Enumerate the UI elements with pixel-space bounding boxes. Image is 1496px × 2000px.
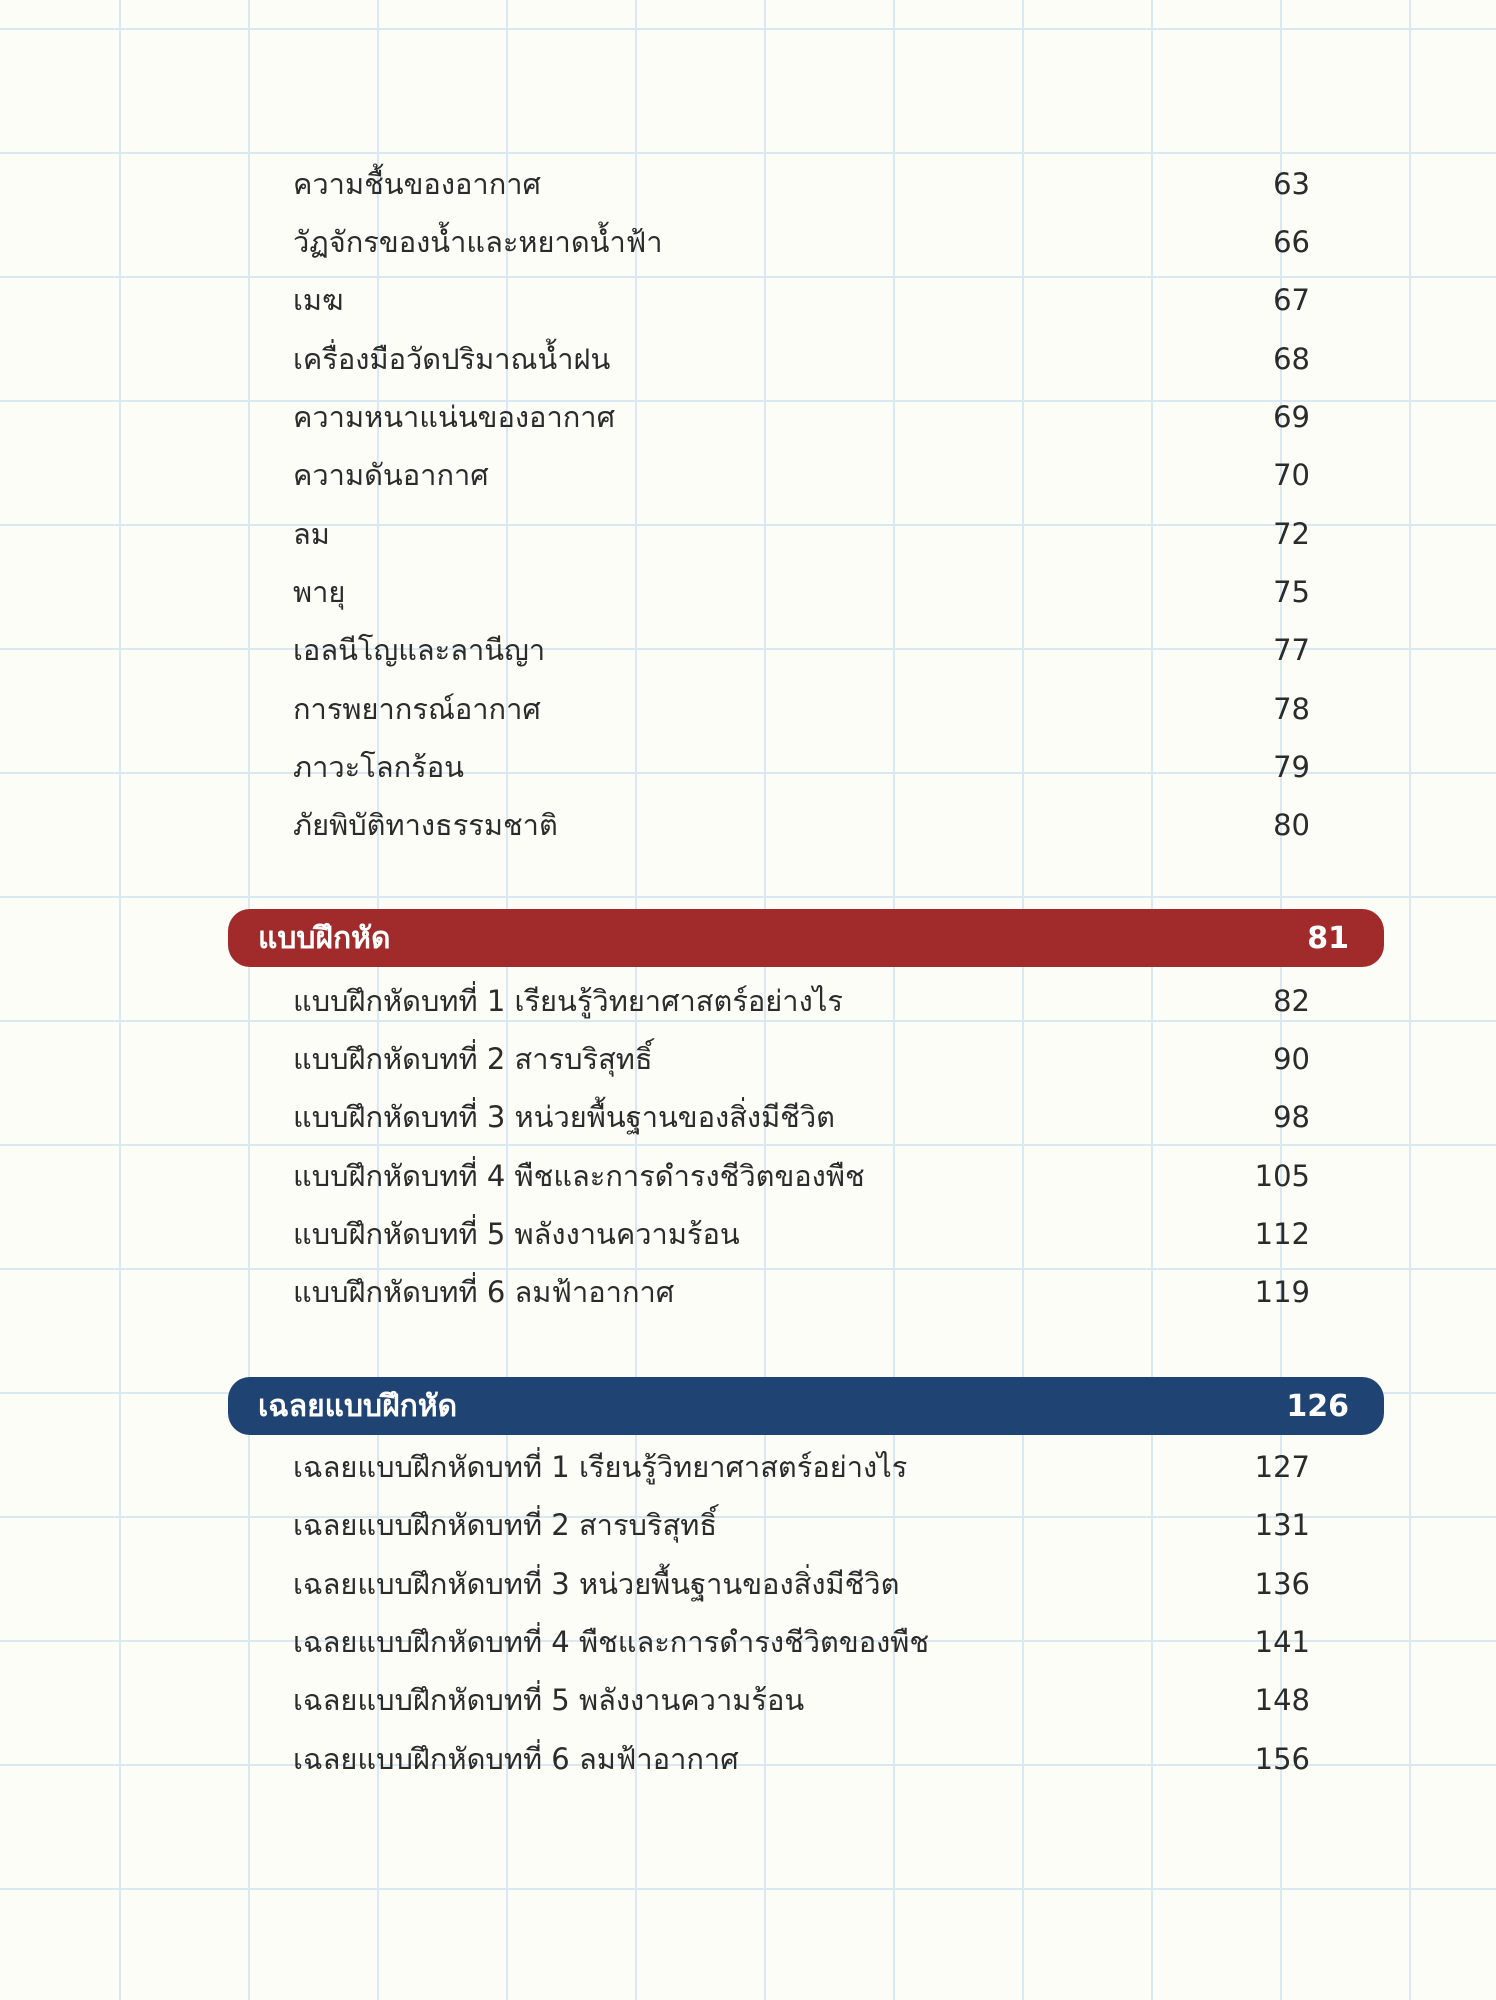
toc-entry[interactable] xyxy=(293,738,1310,796)
toc-entry-title: เฉลยแบบฝึกหัดบทที่ 3 หน่วยพื้นฐานของสิ่งมีชีวิต xyxy=(293,1567,900,1601)
toc-entry-page: 156 xyxy=(1254,1742,1310,1776)
answer-entry[interactable] xyxy=(293,1438,1310,1496)
toc-entry-page: 105 xyxy=(1254,1159,1310,1193)
toc-entry-title: ภาวะโลกร้อน xyxy=(293,750,464,784)
toc-entry-title: เมฆ xyxy=(293,283,344,317)
toc-entry-page: 70 xyxy=(1273,458,1310,492)
toc-entry[interactable] xyxy=(293,155,1310,213)
toc-entry-title: เฉลยแบบฝึกหัดบทที่ 2 สารบริสุทธิ์ xyxy=(293,1508,718,1542)
answer-section-header[interactable] xyxy=(228,1377,1384,1435)
answer-entry[interactable] xyxy=(293,1671,1310,1729)
toc-entry-page: 82 xyxy=(1273,984,1310,1018)
answer-entry[interactable] xyxy=(293,1555,1310,1613)
toc-entry[interactable] xyxy=(293,213,1310,271)
toc-entry-page: 131 xyxy=(1254,1508,1310,1542)
section-title: เฉลยแบบฝึกหัด xyxy=(258,1388,458,1424)
toc-entry-page: 69 xyxy=(1273,400,1310,434)
toc-entry-title: ความหนาแน่นของอากาศ xyxy=(293,400,616,434)
toc-entry[interactable] xyxy=(293,446,1310,504)
section-page: 126 xyxy=(1286,1388,1349,1424)
toc-entry-page: 68 xyxy=(1273,342,1310,376)
answer-entry[interactable] xyxy=(293,1730,1310,1788)
toc-entry[interactable] xyxy=(293,330,1310,388)
answer-entry[interactable] xyxy=(293,1613,1310,1671)
exercise-entry[interactable] xyxy=(293,1205,1310,1263)
toc-entry-page: 75 xyxy=(1273,575,1310,609)
toc-entry[interactable] xyxy=(293,680,1310,738)
toc-entry-page: 136 xyxy=(1254,1567,1310,1601)
toc-entry[interactable] xyxy=(293,796,1310,854)
toc-entry-page: 77 xyxy=(1273,633,1310,667)
section-page: 81 xyxy=(1307,920,1349,956)
toc-entry-title: วัฏจักรของน้ำและหยาดน้ำฟ้า xyxy=(293,225,663,259)
exercise-entry[interactable] xyxy=(293,972,1310,1030)
toc-entry-page: 63 xyxy=(1273,167,1310,201)
toc-entry-page: 112 xyxy=(1254,1217,1310,1251)
toc-entry-page: 127 xyxy=(1254,1450,1310,1484)
toc-entry-page: 67 xyxy=(1273,283,1310,317)
toc-entry-title: แบบฝึกหัดบทที่ 5 พลังงานความร้อน xyxy=(293,1217,740,1251)
toc-entry-title: ลม xyxy=(293,517,330,551)
toc-entry-title: ความดันอากาศ xyxy=(293,458,489,492)
toc-entry-title: เฉลยแบบฝึกหัดบทที่ 1 เรียนรู้วิทยาศาสตร์อย่างไร xyxy=(293,1450,908,1484)
toc-entry-page: 78 xyxy=(1273,692,1310,726)
exercise-entry[interactable] xyxy=(293,1030,1310,1088)
toc-entry[interactable] xyxy=(293,271,1310,329)
exercise-section-header[interactable] xyxy=(228,909,1384,967)
exercise-entry[interactable] xyxy=(293,1147,1310,1205)
toc-entry-title: เฉลยแบบฝึกหัดบทที่ 4 พืชและการดำรงชีวิตของพืช xyxy=(293,1625,930,1659)
toc-entry-page: 90 xyxy=(1273,1042,1310,1076)
section-title: แบบฝึกหัด xyxy=(258,920,391,956)
toc-entry-title: แบบฝึกหัดบทที่ 4 พืชและการดำรงชีวิตของพืช xyxy=(293,1159,865,1193)
toc-entry-title: พายุ xyxy=(293,575,346,609)
toc-entry-title: แบบฝึกหัดบทที่ 2 สารบริสุทธิ์ xyxy=(293,1042,653,1076)
toc-entry-title: เอลนีโญและลานีญา xyxy=(293,633,546,667)
toc-entry[interactable] xyxy=(293,505,1310,563)
toc-entry-page: 79 xyxy=(1273,750,1310,784)
toc-entry[interactable] xyxy=(293,563,1310,621)
toc-entry-page: 141 xyxy=(1254,1625,1310,1659)
toc-entry-title: แบบฝึกหัดบทที่ 6 ลมฟ้าอากาศ xyxy=(293,1275,675,1309)
toc-entry-title: เครื่องมือวัดปริมาณน้ำฝน xyxy=(293,342,611,376)
toc-entry-page: 66 xyxy=(1273,225,1310,259)
toc-entry-page: 148 xyxy=(1254,1683,1310,1717)
answer-entry[interactable] xyxy=(293,1496,1310,1554)
exercise-entry[interactable] xyxy=(293,1263,1310,1321)
toc-entry-title: ความชื้นของอากาศ xyxy=(293,167,541,201)
toc-entry-page: 98 xyxy=(1273,1100,1310,1134)
toc-entry-page: 80 xyxy=(1273,808,1310,842)
toc-entry-title: แบบฝึกหัดบทที่ 1 เรียนรู้วิทยาศาสตร์อย่างไร xyxy=(293,984,843,1018)
toc-entry-title: แบบฝึกหัดบทที่ 3 หน่วยพื้นฐานของสิ่งมีชีวิต xyxy=(293,1100,835,1134)
toc-entry-page: 72 xyxy=(1273,517,1310,551)
toc-entry-page: 119 xyxy=(1254,1275,1310,1309)
toc-entry[interactable] xyxy=(293,388,1310,446)
toc-entry-title: เฉลยแบบฝึกหัดบทที่ 6 ลมฟ้าอากาศ xyxy=(293,1742,739,1776)
exercise-entry[interactable] xyxy=(293,1088,1310,1146)
toc-entry[interactable] xyxy=(293,621,1310,679)
toc-entry-title: ภัยพิบัติทางธรรมชาติ xyxy=(293,808,558,842)
toc-entry-title: การพยากรณ์อากาศ xyxy=(293,692,541,726)
toc-entry-title: เฉลยแบบฝึกหัดบทที่ 5 พลังงานความร้อน xyxy=(293,1683,805,1717)
